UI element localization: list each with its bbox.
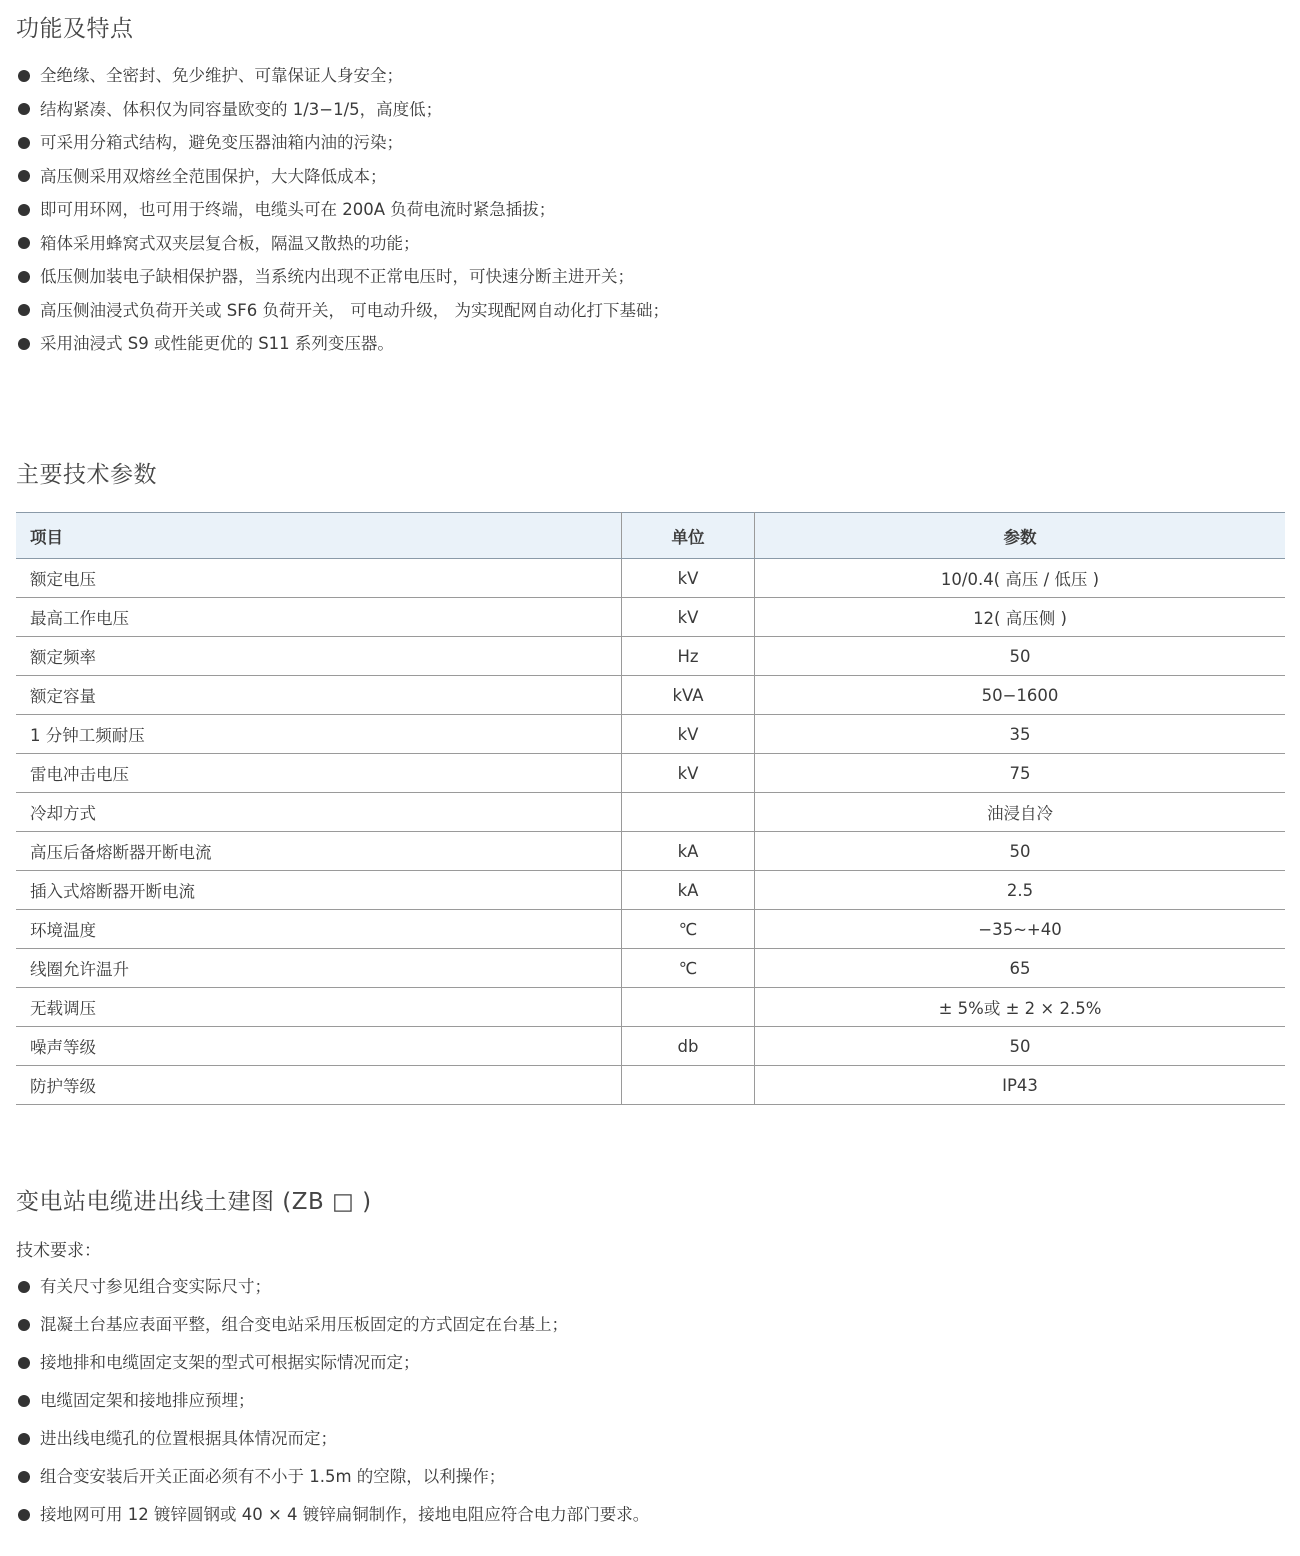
cell-value: −35~+40 [755,910,1286,949]
list-item: 即可用环网，也可用于终端，电缆头可在 200A 负荷电流时紧急插拔； [18,193,669,227]
cell-unit: kA [622,832,755,871]
cell-item: 额定容量 [16,676,622,715]
header-value: 参数 [755,513,1286,559]
params-table [16,512,1285,1105]
cell-item: 插入式熔断器开断电流 [16,871,622,910]
table-row [16,1027,1285,1066]
cell-unit: kV [622,598,755,637]
cell-unit: ℃ [622,949,755,988]
cell-item: 防护等级 [16,1066,622,1105]
header-unit: 单位 [622,513,755,559]
cell-value: 75 [755,754,1286,793]
list-item: 混凝土台基应表面平整，组合变电站采用压板固定的方式固定在台基上； [18,1306,649,1344]
cell-value: 12( 高压侧 ) [755,598,1286,637]
civil-title: 变电站电缆进出线土建图 (ZB □ ) [16,1189,372,1215]
features-title: 功能及特点 [16,16,134,42]
list-item: 箱体采用蜂窝式双夹层复合板，隔温又散热的功能； [18,227,669,261]
cell-value: 50 [755,1027,1286,1066]
requirements-list [18,1268,649,1534]
table-row [16,1066,1285,1105]
cell-unit [622,793,755,832]
cell-value: 50 [755,637,1286,676]
list-item: 有关尺寸参见组合变实际尺寸； [18,1268,649,1306]
list-item: 高压侧油浸式负荷开关或 SF6 负荷开关， 可电动升级， 为实现配网自动化打下基础； [18,294,669,328]
table-row [16,949,1285,988]
cell-item: 额定频率 [16,637,622,676]
table-row [16,871,1285,910]
table-row [16,715,1285,754]
header-item: 项目 [16,513,622,559]
civil-subtitle: 技术要求： [16,1241,101,1261]
features-list [18,59,669,361]
cell-value: 65 [755,949,1286,988]
list-item: 高压侧采用双熔丝全范围保护，大大降低成本； [18,160,669,194]
table-header-row [16,513,1285,559]
cell-value: 油浸自冷 [755,793,1286,832]
cell-unit [622,1066,755,1105]
table-row [16,988,1285,1027]
cell-unit: kV [622,559,755,598]
list-item: 结构紧凑、体积仅为同容量欧变的 1/3−1/5，高度低； [18,93,669,127]
cell-item: 噪声等级 [16,1027,622,1066]
list-item: 接地排和电缆固定支架的型式可根据实际情况而定； [18,1344,649,1382]
cell-item: 环境温度 [16,910,622,949]
cell-unit: kV [622,754,755,793]
cell-value: 10/0.4( 高压 / 低压 ) [755,559,1286,598]
table-row [16,793,1285,832]
table-row [16,598,1285,637]
cell-item: 线圈允许温升 [16,949,622,988]
cell-item: 冷却方式 [16,793,622,832]
list-item: 全绝缘、全密封、免少维护、可靠保证人身安全； [18,59,669,93]
cell-value: ± 5%或 ± 2 × 2.5% [755,988,1286,1027]
cell-value: 50 [755,832,1286,871]
cell-item: 高压后备熔断器开断电流 [16,832,622,871]
cell-item: 无载调压 [16,988,622,1027]
cell-item: 雷电冲击电压 [16,754,622,793]
table-row [16,910,1285,949]
list-item: 低压侧加装电子缺相保护器，当系统内出现不正常电压时，可快速分断主进开关； [18,260,669,294]
list-item: 采用油浸式 S9 或性能更优的 S11 系列变压器。 [18,327,669,361]
cell-unit: Hz [622,637,755,676]
list-item: 进出线电缆孔的位置根据具体情况而定； [18,1420,649,1458]
table-row [16,637,1285,676]
list-item: 电缆固定架和接地排应预埋； [18,1382,649,1420]
cell-item: 1 分钟工频耐压 [16,715,622,754]
cell-item: 最高工作电压 [16,598,622,637]
table-row [16,832,1285,871]
cell-item: 额定电压 [16,559,622,598]
list-item: 组合变安装后开关正面必须有不小于 1.5m 的空隙，以利操作； [18,1458,649,1496]
cell-unit: kA [622,871,755,910]
cell-value: 35 [755,715,1286,754]
params-title: 主要技术参数 [16,462,157,488]
cell-unit: ℃ [622,910,755,949]
cell-value: 50−1600 [755,676,1286,715]
table-row [16,559,1285,598]
cell-unit [622,988,755,1027]
cell-unit: kV [622,715,755,754]
list-item: 接地网可用 12 镀锌圆钢或 40 × 4 镀锌扁铜制作，接地电阻应符合电力部门要求。 [18,1496,649,1534]
cell-value: IP43 [755,1066,1286,1105]
cell-value: 2.5 [755,871,1286,910]
table-row [16,754,1285,793]
cell-unit: db [622,1027,755,1066]
cell-unit: kVA [622,676,755,715]
table-row [16,676,1285,715]
list-item: 可采用分箱式结构，避免变压器油箱内油的污染； [18,126,669,160]
